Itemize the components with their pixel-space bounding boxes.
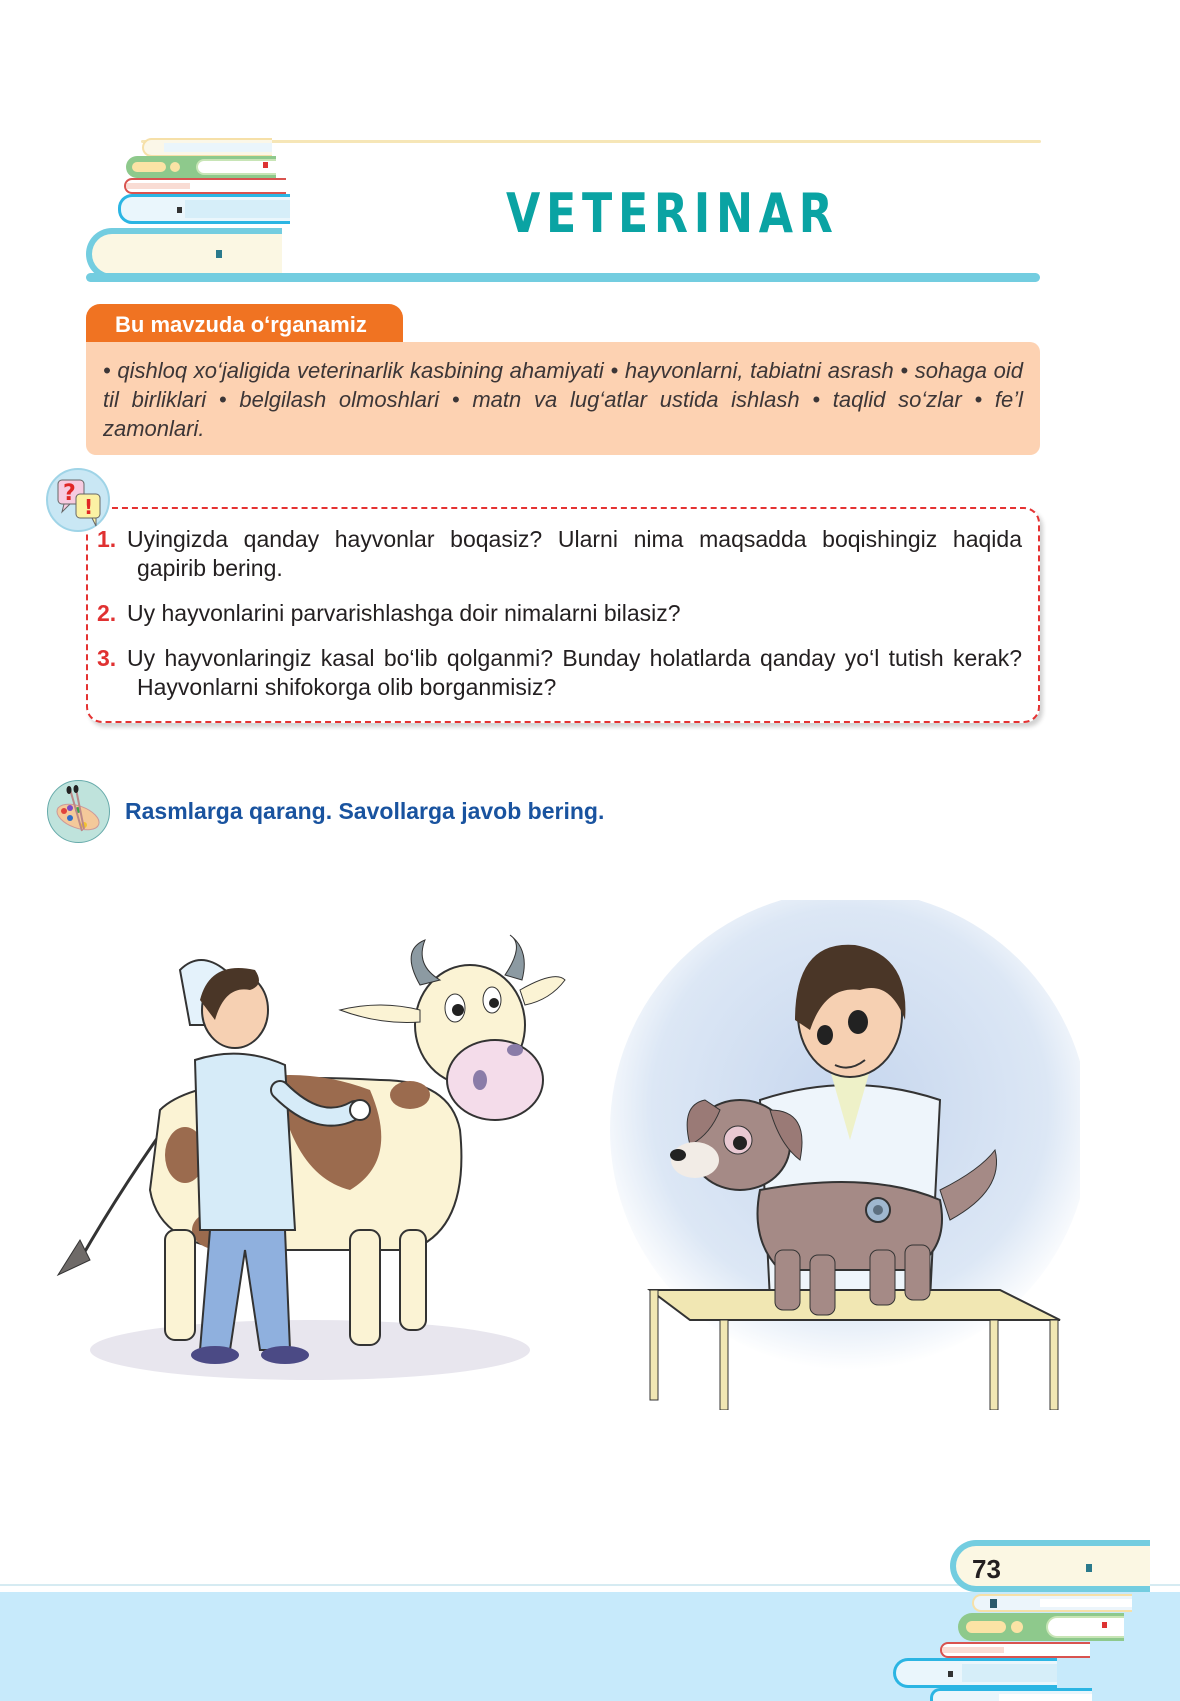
question-text: Uyingizda qanday hayvonlar boqasiz? Ularni nima maqsadda boqishingiz haqida gapirib bering. [127,526,1022,581]
learn-topics-box [86,342,1040,455]
vet-examining-puppy-illustration [610,900,1080,1410]
instruction-text: Rasmlarga qarang. Savollarga javob bering. [125,798,605,824]
question-number: 3. [97,645,117,671]
questions-list [97,525,1022,718]
page-title: VETERINAR [506,182,839,245]
question-text: Uy hayvonlaringiz kasal bo‘lib qolganmi? Bunday holatlarda qanday yo‘l tutish kerak? Hayvonlarni shifokorga olib borganmisiz? [127,645,1022,700]
question-text: Uy hayvonlarini parvarishlashga doir nimalarni bilasiz? [127,600,681,626]
header-top-line [141,140,1041,143]
learn-topics-text: • qishloq xo‘jaligida veterinarlik kasbining ahamiyati • hayvonlarni, tabiatni asrash • sohaga oid til birliklari • belgilash olmoshlari • matn va lug‘atlar ustida ishlash • taqlid so‘zlar • fe’l zamonlari. [103,358,1023,441]
header-underline [86,273,1040,282]
vet-examining-cow-illustration [50,930,570,1410]
paint-palette-icon [47,780,110,843]
page-number: 73 [972,1554,1001,1584]
question-number: 1. [97,526,117,552]
question-item [97,644,1022,702]
question-item [97,599,1022,628]
chapter-header [86,138,1040,284]
question-exclamation-bubbles-icon [46,468,110,532]
question-item [97,525,1022,583]
question-number: 2. [97,600,117,626]
learn-tab-label: Bu mavzuda o‘rganamiz [86,304,403,342]
svg-text:!: ! [84,495,94,519]
svg-text:?: ? [63,481,76,506]
